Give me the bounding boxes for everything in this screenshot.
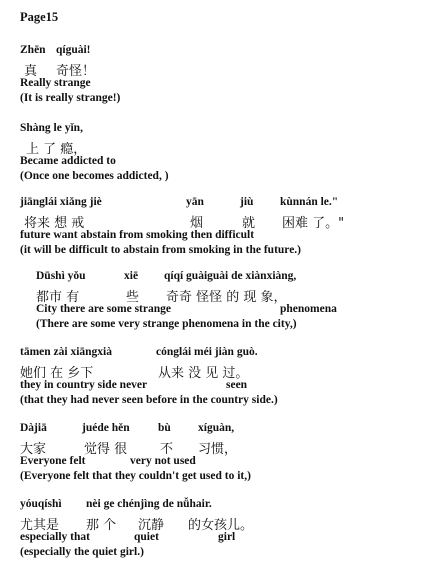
pinyin-word: jiānglái xiǎng jiè: [20, 196, 102, 208]
english-gloss: Everyone felt: [20, 455, 86, 467]
hanzi-word: 奇奇 怪怪 的 现 象，: [166, 290, 287, 305]
hanzi-word: 的女孩儿。: [188, 518, 254, 533]
translation-line: (especially the quiet girl.): [20, 546, 144, 558]
hanzi-word: 些: [126, 290, 140, 305]
hanzi-line: [20, 211, 420, 229]
pinyin-word: tāmen zài xiāngxià: [20, 346, 112, 358]
hanzi-word: 奇怪！: [56, 64, 96, 79]
english-gloss: future want abstain from smoking then difficult: [20, 229, 255, 241]
pinyin-line: [20, 422, 420, 437]
english-gloss: especially that: [20, 531, 90, 543]
english-gloss-line: [20, 455, 420, 470]
pinyin-line: [20, 346, 420, 361]
translation-line: (Everyone felt that they couldn't get used to it,): [20, 470, 251, 482]
hanzi-word: 将来 想 戒: [24, 216, 85, 231]
translation-line: (it will be difficult to abstain from smoking in the future.): [20, 244, 302, 256]
phrase-entry-4: [36, 270, 421, 333]
english-gloss: phenomena: [280, 303, 337, 315]
hanzi-word: 尤其是: [20, 518, 60, 533]
pinyin-word: Dàjiā: [20, 422, 47, 434]
translation-line: (It is really strange!): [20, 92, 121, 104]
phrase-entry-6: [20, 422, 420, 485]
pinyin-word: jiù: [240, 196, 254, 208]
hanzi-word: 困难 了。": [282, 216, 345, 231]
english-gloss: Became addicted to: [20, 155, 116, 167]
pinyin-line: [20, 498, 420, 513]
phrase-entry-2: [20, 122, 420, 185]
hanzi-word: 大家: [20, 442, 47, 457]
english-gloss-line: [20, 531, 420, 546]
hanzi-word: 她们 在 乡下: [20, 366, 94, 381]
english-gloss: very not used: [130, 455, 196, 467]
english-gloss-line: [20, 77, 420, 92]
pinyin-line: [20, 122, 420, 137]
hanzi-line: [20, 361, 420, 379]
hanzi-line: [20, 437, 420, 455]
hanzi-word: 上 了 瘾，: [26, 142, 87, 157]
pinyin-word: Shàng le yǐn,: [20, 122, 83, 134]
hanzi-word: 烟: [190, 216, 204, 231]
translation-line: (that they had never seen before in the country side.): [20, 394, 278, 406]
english-gloss: seen: [226, 379, 248, 391]
pinyin-word: Dūshì yǒu: [36, 270, 86, 282]
pinyin-word: cónglái méi jiàn guò.: [156, 346, 258, 358]
phrase-entry-7: [20, 498, 420, 561]
english-gloss-line: [20, 229, 420, 244]
hanzi-word: 那 个: [86, 518, 117, 533]
hanzi-line: [36, 285, 421, 303]
hanzi-word: 觉得 很: [84, 442, 128, 457]
hanzi-word: 习惯，: [198, 442, 238, 457]
pinyin-word: xiē: [124, 270, 139, 282]
pinyin-word: yān: [186, 196, 204, 208]
pinyin-word: yóuqíshì: [20, 498, 62, 510]
english-gloss: quiet: [134, 531, 159, 543]
phrase-entry-5: [20, 346, 420, 409]
pinyin-word: nèi ge chénjìng de nǚhair.: [86, 498, 212, 510]
hanzi-word: 不: [160, 442, 174, 457]
pinyin-word: kùnnán le.": [280, 196, 339, 208]
phrase-entry-1: [20, 44, 420, 107]
english-gloss-line: [20, 379, 420, 394]
hanzi-word: 就: [242, 216, 256, 231]
phrase-entry-3: [20, 196, 420, 259]
page-label: Page15: [20, 10, 59, 24]
hanzi-line: [20, 59, 420, 77]
hanzi-line: [20, 137, 420, 155]
hanzi-word: 都市 有: [36, 290, 80, 305]
pinyin-word: qíguài!: [56, 44, 91, 56]
pinyin-word: qíqí guàiguài de xiànxiàng,: [164, 270, 297, 282]
english-gloss: City there are some strange: [36, 303, 171, 315]
hanzi-word: 真: [24, 64, 38, 79]
english-gloss: girl: [218, 531, 236, 543]
english-gloss: they in country side never: [20, 379, 148, 391]
hanzi-line: [20, 513, 420, 531]
hanzi-word: 沉静: [138, 518, 165, 533]
pinyin-word: Zhēn: [20, 44, 46, 56]
english-gloss-line: [36, 303, 421, 318]
pinyin-word: bù: [158, 422, 171, 434]
english-gloss-line: [20, 155, 420, 170]
translation-line: (Once one becomes addicted, ): [20, 170, 169, 182]
hanzi-word: 从来 没 见 过。: [158, 366, 249, 381]
pinyin-line: [20, 44, 420, 59]
pinyin-word: juéde hěn: [82, 422, 130, 434]
english-gloss: Really strange: [20, 77, 91, 89]
pinyin-line: [20, 196, 420, 211]
pinyin-line: [36, 270, 421, 285]
translation-line: (There are some very strange phenomena in the city,): [36, 318, 297, 330]
pinyin-word: xíguàn,: [198, 422, 235, 434]
